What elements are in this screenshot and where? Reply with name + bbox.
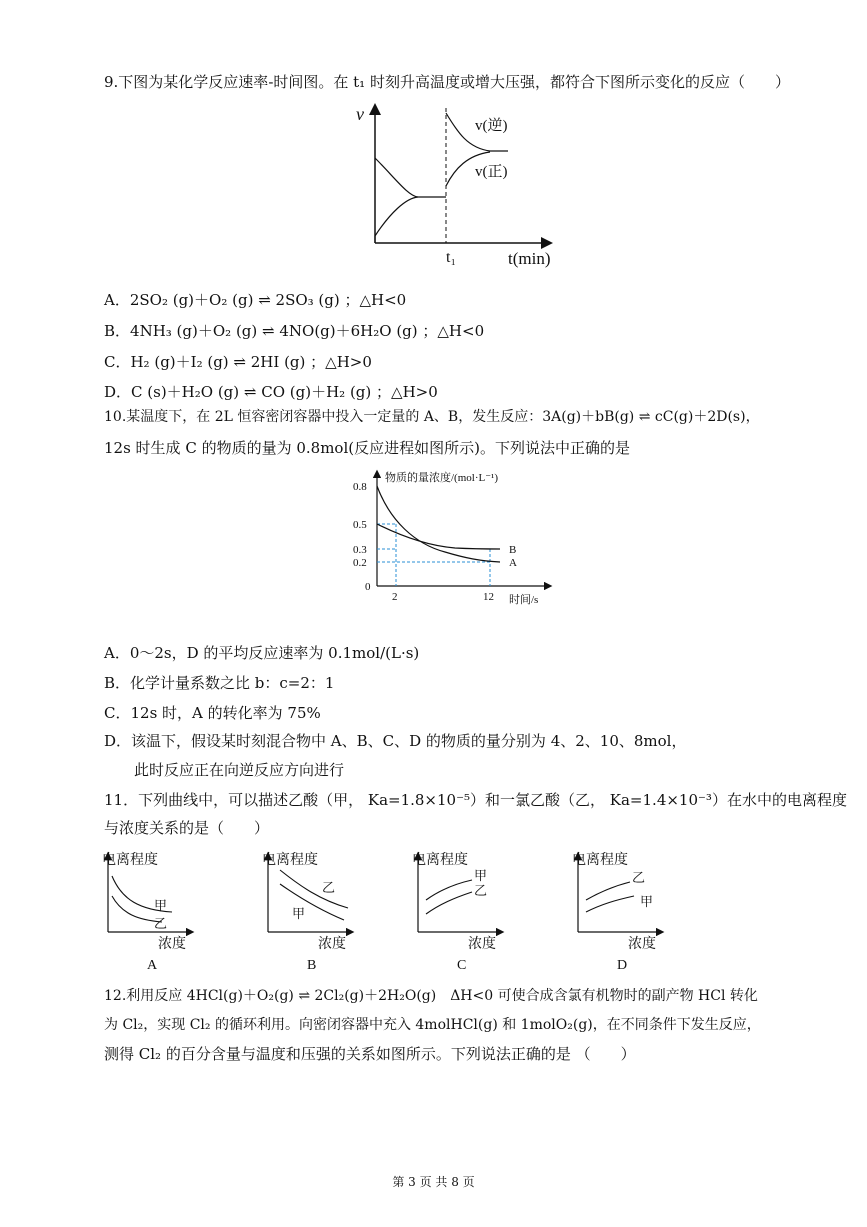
q9-v-forward-label: v(正) bbox=[475, 164, 508, 180]
q11b-letter: B bbox=[307, 958, 317, 973]
q11a-y-label: 电离程度 bbox=[102, 853, 158, 868]
q11c-letter: C bbox=[457, 958, 467, 973]
q11a-letter: A bbox=[147, 958, 158, 973]
q9-y-label: v bbox=[356, 104, 364, 124]
q10-curve-label-b: B bbox=[509, 544, 517, 556]
q10-stem-line2: 12s 时生成 C 的物质的量为 0.8mol(反应进程如图所示)。下列说法中正确的是 bbox=[104, 439, 630, 457]
q11-graph-a bbox=[100, 848, 200, 973]
q10-curve-b bbox=[377, 524, 500, 549]
q11b-x-label: 浓度 bbox=[318, 937, 346, 952]
q11c-lower-label: 乙 bbox=[474, 883, 488, 898]
q11d-y-label: 电离程度 bbox=[572, 853, 628, 868]
q11-graph-b bbox=[260, 848, 360, 973]
q11b-upper-label: 乙 bbox=[322, 880, 336, 895]
q10-stem-line1: 10.某温度下，在 2L 恒容密闭容器中投入一定量的 A、B，发生反应：3A(g)＋bB(g) ⇌ cC(g)＋2D(s)， bbox=[104, 409, 760, 425]
q9-option-b: B．4NH₃ (g)＋O₂ (g) ⇌ 4NO(g)＋6H₂O (g) ；△H<0 bbox=[104, 322, 485, 340]
q10-option-d: D．该温下，假设某时刻混合物中 A、B、C、D 的物质的量分别为 4、2、10、8mol， bbox=[104, 732, 687, 750]
q10-x-label: 时间/s bbox=[509, 594, 539, 606]
q9-v-reverse-label: v(逆) bbox=[475, 118, 508, 134]
q9-rate-time-graph bbox=[340, 98, 570, 273]
q9-curve-high-start bbox=[375, 158, 446, 197]
q11d-letter: D bbox=[617, 958, 628, 973]
q12-line1: 12.利用反应 4HCl(g)＋O₂(g) ⇌ 2Cl₂(g)＋2H₂O(g) ΔH<0 可使合成含氯有机物时的副产物 HCl 转化 bbox=[104, 988, 758, 1004]
q11-stem-line2: 与浓度关系的是（ ） bbox=[104, 819, 270, 837]
q9-option-a: A．2SO₂ (g)＋O₂ (g) ⇌ 2SO₃ (g) ；△H<0 bbox=[104, 291, 407, 309]
q11c-upper-label: 甲 bbox=[474, 868, 488, 883]
q11c-curve-upper bbox=[426, 880, 472, 900]
q10-curve-label-a: A bbox=[509, 557, 517, 569]
q9-option-c: C．H₂ (g)＋I₂ (g) ⇌ 2HI (g) ；△H>0 bbox=[104, 353, 372, 371]
q10-y-tick-0.3: 0.3 bbox=[353, 544, 367, 556]
q11a-lower-label: 乙 bbox=[154, 916, 168, 931]
q10-y-tick-0.8: 0.8 bbox=[353, 481, 367, 493]
q12-line2: 为 Cl₂，实现 Cl₂ 的循环利用。向密闭容器中充入 4molHCl(g) 和 1molO₂(g)，在不同条件下发生反应， bbox=[104, 1017, 761, 1033]
q11c-y-label: 电离程度 bbox=[412, 853, 468, 868]
q11b-lower-label: 甲 bbox=[292, 906, 306, 921]
q10-option-c: C．12s 时，A 的转化率为 75% bbox=[104, 704, 321, 722]
q11d-x-label: 浓度 bbox=[628, 937, 656, 952]
q9-curve-low-start bbox=[375, 197, 418, 243]
q10-y-tick-0.5: 0.5 bbox=[353, 519, 367, 531]
q10-y-tick-0.2: 0.2 bbox=[353, 557, 367, 569]
q10-option-b: B．化学计量系数之比 b：c=2：1 bbox=[104, 674, 335, 692]
q11d-upper-label: 乙 bbox=[632, 870, 646, 885]
q11c-x-label: 浓度 bbox=[468, 937, 496, 952]
q10-x-tick-12: 12 bbox=[483, 591, 494, 603]
q9-x-label: t(min) bbox=[508, 249, 551, 268]
q11a-x-label: 浓度 bbox=[158, 937, 186, 952]
q10-y-label: 物质的量浓度/(mol·L⁻¹) bbox=[385, 472, 498, 484]
q11b-y-label: 电离程度 bbox=[262, 853, 318, 868]
q9-option-d: D．C (s)＋H₂O (g) ⇌ CO (g)＋H₂ (g) ；△H>0 bbox=[104, 383, 438, 401]
q11a-upper-label: 甲 bbox=[154, 898, 168, 913]
q10-option-d-cont: 此时反应正在向逆反应方向进行 bbox=[134, 761, 345, 779]
q11d-lower-label: 甲 bbox=[640, 894, 654, 909]
q10-option-a: A．0～2s，D 的平均反应速率为 0.1mol/(L·s) bbox=[104, 644, 420, 662]
q11-graph-d bbox=[570, 848, 670, 973]
q10-y-tick-0: 0 bbox=[365, 581, 371, 593]
q10-x-tick-2: 2 bbox=[392, 591, 398, 603]
page-footer: 第 3 页 共 8 页 bbox=[392, 1175, 475, 1189]
q9-stem: 9.下图为某化学反应速率-时间图。在 t₁ 时刻升高温度或增大压强，都符合下图所示变化的反应（ ） bbox=[104, 73, 790, 91]
q11-graph-c bbox=[410, 848, 510, 973]
q11d-curve-upper bbox=[586, 882, 630, 900]
q11d-curve-lower bbox=[586, 896, 634, 912]
q11-stem-line1: 11．下列曲线中，可以描述乙酸（甲， Ka=1.8×10⁻⁵）和一氯乙酸（乙， Ka=1.4×10⁻³）在水中的电离程度 bbox=[104, 791, 847, 809]
q10-concentration-graph bbox=[345, 466, 565, 614]
q9-t1-label: t₁ bbox=[446, 249, 457, 266]
q10-curve-a bbox=[377, 486, 500, 562]
q11b-curve-upper bbox=[280, 870, 348, 908]
q12-line3: 测得 Cl₂ 的百分含量与温度和压强的关系如图所示。下列说法正确的是 （ ） bbox=[104, 1045, 636, 1063]
